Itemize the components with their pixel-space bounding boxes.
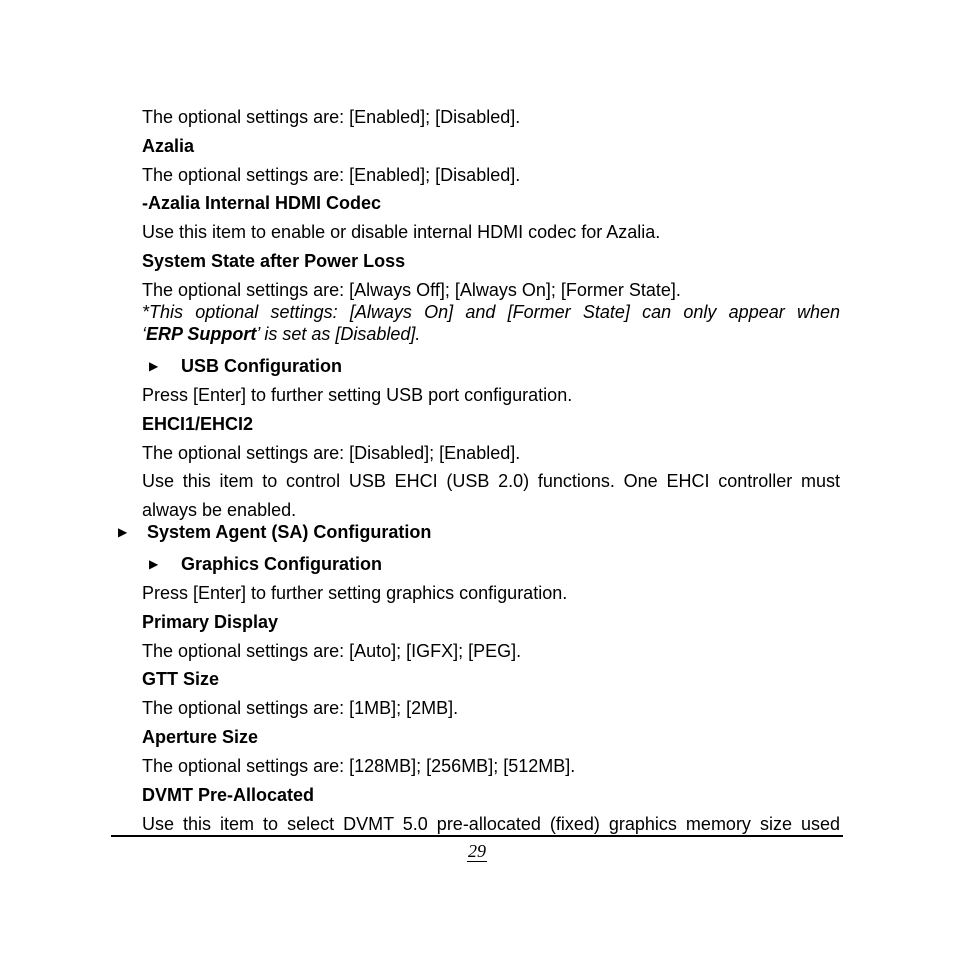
text-line: Use this item to enable or disable internal HDMI codec for Azalia. <box>142 222 661 242</box>
text-line: Use this item to select DVMT 5.0 pre-allocated (fixed) graphics memory size used <box>142 814 840 834</box>
text-line: The optional settings are: [1MB]; [2MB]. <box>142 698 459 718</box>
setting-heading-aperture-size: Aperture Size <box>142 727 259 747</box>
text-line: Press [Enter] to further setting graphics configuration. <box>142 583 568 603</box>
text-line: The optional settings are: [Auto]; [IGFX]; [PEG]. <box>142 641 522 661</box>
text-line: The optional settings are: [Enabled]; [Disabled]. <box>142 107 521 127</box>
footer-rule <box>111 835 843 837</box>
text-line: always be enabled. <box>142 500 297 520</box>
setting-heading-power-loss: System State after Power Loss <box>142 251 406 271</box>
text-line: Use this item to control USB EHCI (USB 2.0) functions. One EHCI controller must <box>142 471 840 491</box>
section-heading-graphics-configuration: Graphics Configuration <box>181 554 383 574</box>
section-heading-system-agent: System Agent (SA) Configuration <box>147 522 432 542</box>
text-line: The optional settings are: [128MB]; [256MB]; [512MB]. <box>142 756 576 776</box>
triangle-right-icon: ▶ <box>149 359 159 373</box>
setting-heading-ehci: EHCI1/EHCI2 <box>142 414 254 434</box>
setting-heading-azalia: Azalia <box>142 136 195 156</box>
triangle-right-icon: ▶ <box>149 557 159 571</box>
text-line: The optional settings are: [Always Off]; [Always On]; [Former State]. <box>142 280 681 300</box>
note-emphasis: ERP Support <box>146 324 257 344</box>
note-line: *This optional settings: [Always On] and [Former State] can only appear when <box>142 302 840 322</box>
setting-heading-dvmt: DVMT Pre-Allocated <box>142 785 315 805</box>
setting-heading-gtt-size: GTT Size <box>142 669 220 689</box>
text-line: The optional settings are: [Disabled]; [Enabled]. <box>142 443 521 463</box>
setting-heading-primary-display: Primary Display <box>142 612 279 632</box>
triangle-right-icon: ▶ <box>118 525 128 539</box>
text-line: The optional settings are: [Enabled]; [Disabled]. <box>142 165 521 185</box>
setting-heading-hdmi-codec: -Azalia Internal HDMI Codec <box>142 193 382 213</box>
text-line: Press [Enter] to further setting USB port configuration. <box>142 385 573 405</box>
page-number: 29 <box>468 841 486 861</box>
section-heading-usb-configuration: USB Configuration <box>181 356 342 376</box>
note-line: ‘ERP Support’ is set as [Disabled]. <box>142 324 421 344</box>
